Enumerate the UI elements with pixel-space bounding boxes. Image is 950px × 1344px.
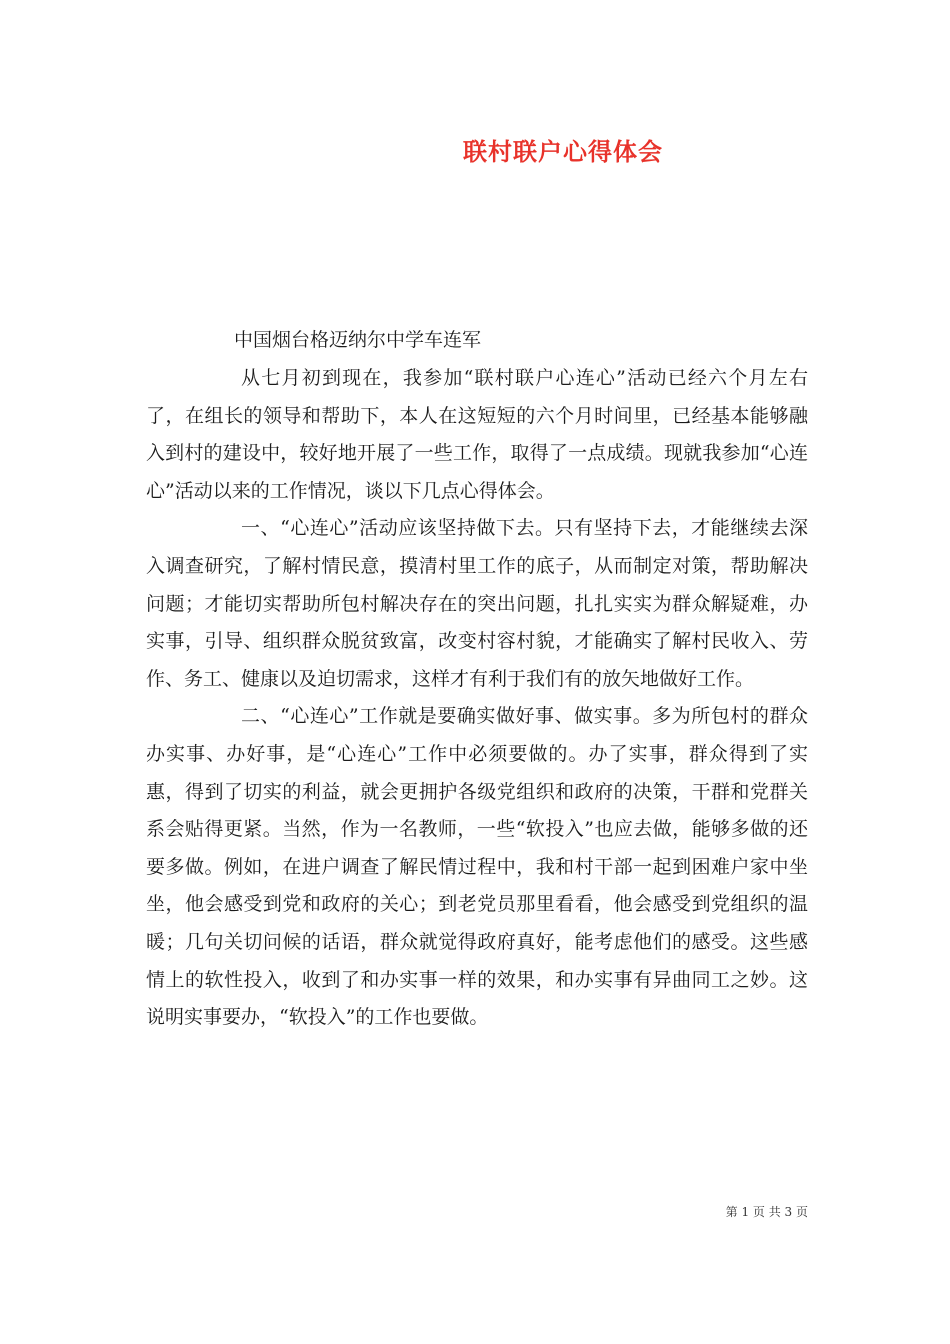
document-title: 联村联户心得体会	[463, 137, 663, 166]
paragraph-point-two: 二、“心连心”工作就是要确实做好事、做实事。多为所包村的群众办实事、办好事，是“心连心”工作中必须要做的。办了实事，群众得到了实惠，得到了切实的利益，就会更拥护各级党组织和政府的决策，干群和党群关系会贴得更紧。当然，作为一名教师，一些“软投入”也应去做，能够多做的还要多做。例如，在进户调查了解民情过程中，我和村干部一起到困难户家中坐坐，他会感受到党和政府的关心；到老党员那里看看，他会感受到党组织的温暖；几句关切问候的话语，群众就觉得政府真好，能考虑他们的感受。这些感情上的软性投入，收到了和办实事一样的效果，和办实事有异曲同工之妙。这说明实事要办，“软投入”的工作也要做。	[146, 705, 808, 1029]
document-body	[146, 360, 808, 1037]
page-footer: 第 1 页 共 3 页	[725, 1205, 808, 1219]
paragraph-intro: 从七月初到现在，我参加“联村联户心连心”活动已经六个月左右了，在组长的领导和帮助下，本人在这短短的六个月时间里，已经基本能够融入到村的建设中，较好地开展了一些工作，取得了一点成绩。现就我参加“心连心”活动以来的工作情况，谈以下几点心得体会。	[146, 367, 808, 502]
author-line: 中国烟台格迈纳尔中学车连军	[234, 329, 482, 351]
paragraph-point-one: 一、“心连心”活动应该坚持做下去。只有坚持下去，才能继续去深入调查研究，了解村情民意，摸清村里工作的底子，从而制定对策，帮助解决问题；才能切实帮助所包村解决存在的突出问题，扎扎实实为群众解疑难，办实事，引导、组织群众脱贫致富，改变村容村貌，才能确实了解村民收入、劳作、务工、健康以及迫切需求，这样才有利于我们有的放矢地做好工作。	[146, 517, 808, 690]
